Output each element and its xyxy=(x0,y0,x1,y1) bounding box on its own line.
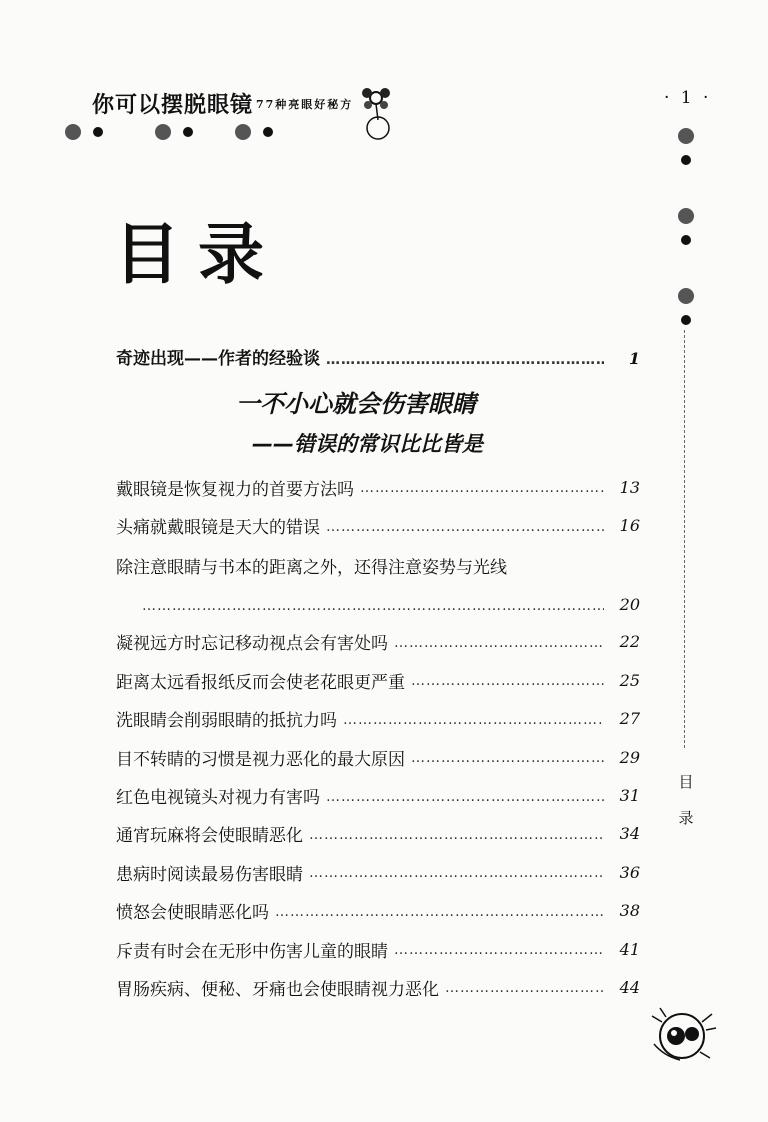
toc-entry-title: 斥责有时会在无形中伤害儿童的眼睛 xyxy=(116,941,388,962)
toc-entry-title: 愤怒会使眼睛恶化吗 xyxy=(116,903,269,924)
toc-entry-page: 22 xyxy=(619,632,640,652)
dot-leader xyxy=(326,786,604,806)
toc-entry-page: 16 xyxy=(619,516,640,536)
side-label-char: 录 xyxy=(678,809,694,827)
toc-entry[interactable] xyxy=(116,776,640,814)
toc-entry-title: 通宵玩麻将会使眼睛恶化 xyxy=(116,826,303,847)
dot-leader xyxy=(326,516,604,536)
dot-leader xyxy=(309,824,604,844)
toc-entry-title: 奇迹出现——作者的经验谈 xyxy=(116,349,320,369)
toc-entry-title: 戴眼镜是恢复视力的首要方法吗 xyxy=(116,479,354,500)
toc-entry[interactable] xyxy=(116,968,640,1006)
dot-leader xyxy=(142,595,604,615)
dot-leader xyxy=(394,939,604,959)
toc-intro-entry[interactable] xyxy=(116,344,640,369)
toc-entry-title: 除注意眼睛与书本的距离之外，还得注意姿势与光线 xyxy=(116,558,507,579)
toc-entry-title: 洗眼睛会削弱眼睛的抵抗力吗 xyxy=(116,711,337,732)
toc-entry-title: 目不转睛的习惯是视力恶化的最大原因 xyxy=(116,749,405,770)
flower-icon xyxy=(356,84,396,140)
toc-entry-page: 1 xyxy=(628,349,640,368)
toc-entry-page: 44 xyxy=(619,977,640,997)
toc-entry[interactable] xyxy=(116,661,640,699)
toc-entry-title: 胃肠疾病、便秘、牙痛也会使眼睛视力恶化 xyxy=(116,979,439,1000)
header-dots-decoration xyxy=(62,120,282,144)
section-title: 一不小心就会伤害眼睛 xyxy=(236,390,476,418)
toc-entry-title: 距离太远看报纸反而会使老花眼更严重 xyxy=(116,672,405,693)
toc-entry[interactable] xyxy=(116,506,640,544)
toc-entry-page: 27 xyxy=(619,709,640,729)
toc-entry-page: 41 xyxy=(619,939,640,959)
dot-leader xyxy=(394,632,604,652)
toc-entry[interactable] xyxy=(116,930,640,968)
toc-entry-page: 36 xyxy=(619,862,640,882)
toc-entry-title: 头痛就戴眼镜是天大的错误 xyxy=(116,518,320,539)
toc-entry-page: 31 xyxy=(619,786,640,806)
toc-list xyxy=(116,468,640,1007)
toc-entry-title: 红色电视镜头对视力有害吗 xyxy=(116,788,320,809)
margin-dots-decoration xyxy=(672,120,700,330)
book-title: 你可以摆脱眼镜 xyxy=(92,93,254,118)
toc-entry[interactable] xyxy=(116,700,640,738)
toc-entry[interactable] xyxy=(116,623,640,661)
page-number: · 1 · xyxy=(664,88,712,108)
side-label-char: 目 xyxy=(678,773,694,791)
toc-entry-page: 38 xyxy=(619,901,640,921)
toc-entry[interactable] xyxy=(116,892,640,930)
dot-leader xyxy=(343,709,604,729)
dot-leader xyxy=(326,349,604,369)
dot-leader xyxy=(360,477,604,497)
dot-leader xyxy=(445,977,604,997)
toc-entry-page: 13 xyxy=(619,477,640,497)
toc-entry-title: 患病时阅读最易伤害眼睛 xyxy=(116,864,303,885)
toc-entry[interactable] xyxy=(116,815,640,853)
toc-entry-continuation[interactable] xyxy=(116,587,640,623)
toc-entry-page: 29 xyxy=(619,747,640,767)
toc-entry[interactable] xyxy=(116,853,640,891)
book-subtitle: 77种亮眼好秘方 xyxy=(256,98,354,111)
toc-entry-page: 25 xyxy=(619,670,640,690)
eye-emblem-icon xyxy=(640,1000,720,1070)
toc-entry-title: 凝视远方时忘记移动视点会有害处吗 xyxy=(116,634,388,655)
dot-leader xyxy=(275,901,604,921)
dot-leader xyxy=(309,862,604,882)
toc-entry[interactable] xyxy=(116,545,640,587)
dot-leader xyxy=(411,747,604,767)
margin-dashed-line xyxy=(684,330,685,748)
toc-entry[interactable] xyxy=(116,468,640,506)
section-subtitle: ——错误的常识比比皆是 xyxy=(252,432,483,456)
toc-heading: 目录 xyxy=(114,216,282,293)
side-label xyxy=(677,764,695,836)
toc-entry[interactable] xyxy=(116,738,640,776)
toc-entry-page: 34 xyxy=(619,824,640,844)
toc-entry-page: 20 xyxy=(619,595,640,615)
dot-leader xyxy=(411,670,604,690)
